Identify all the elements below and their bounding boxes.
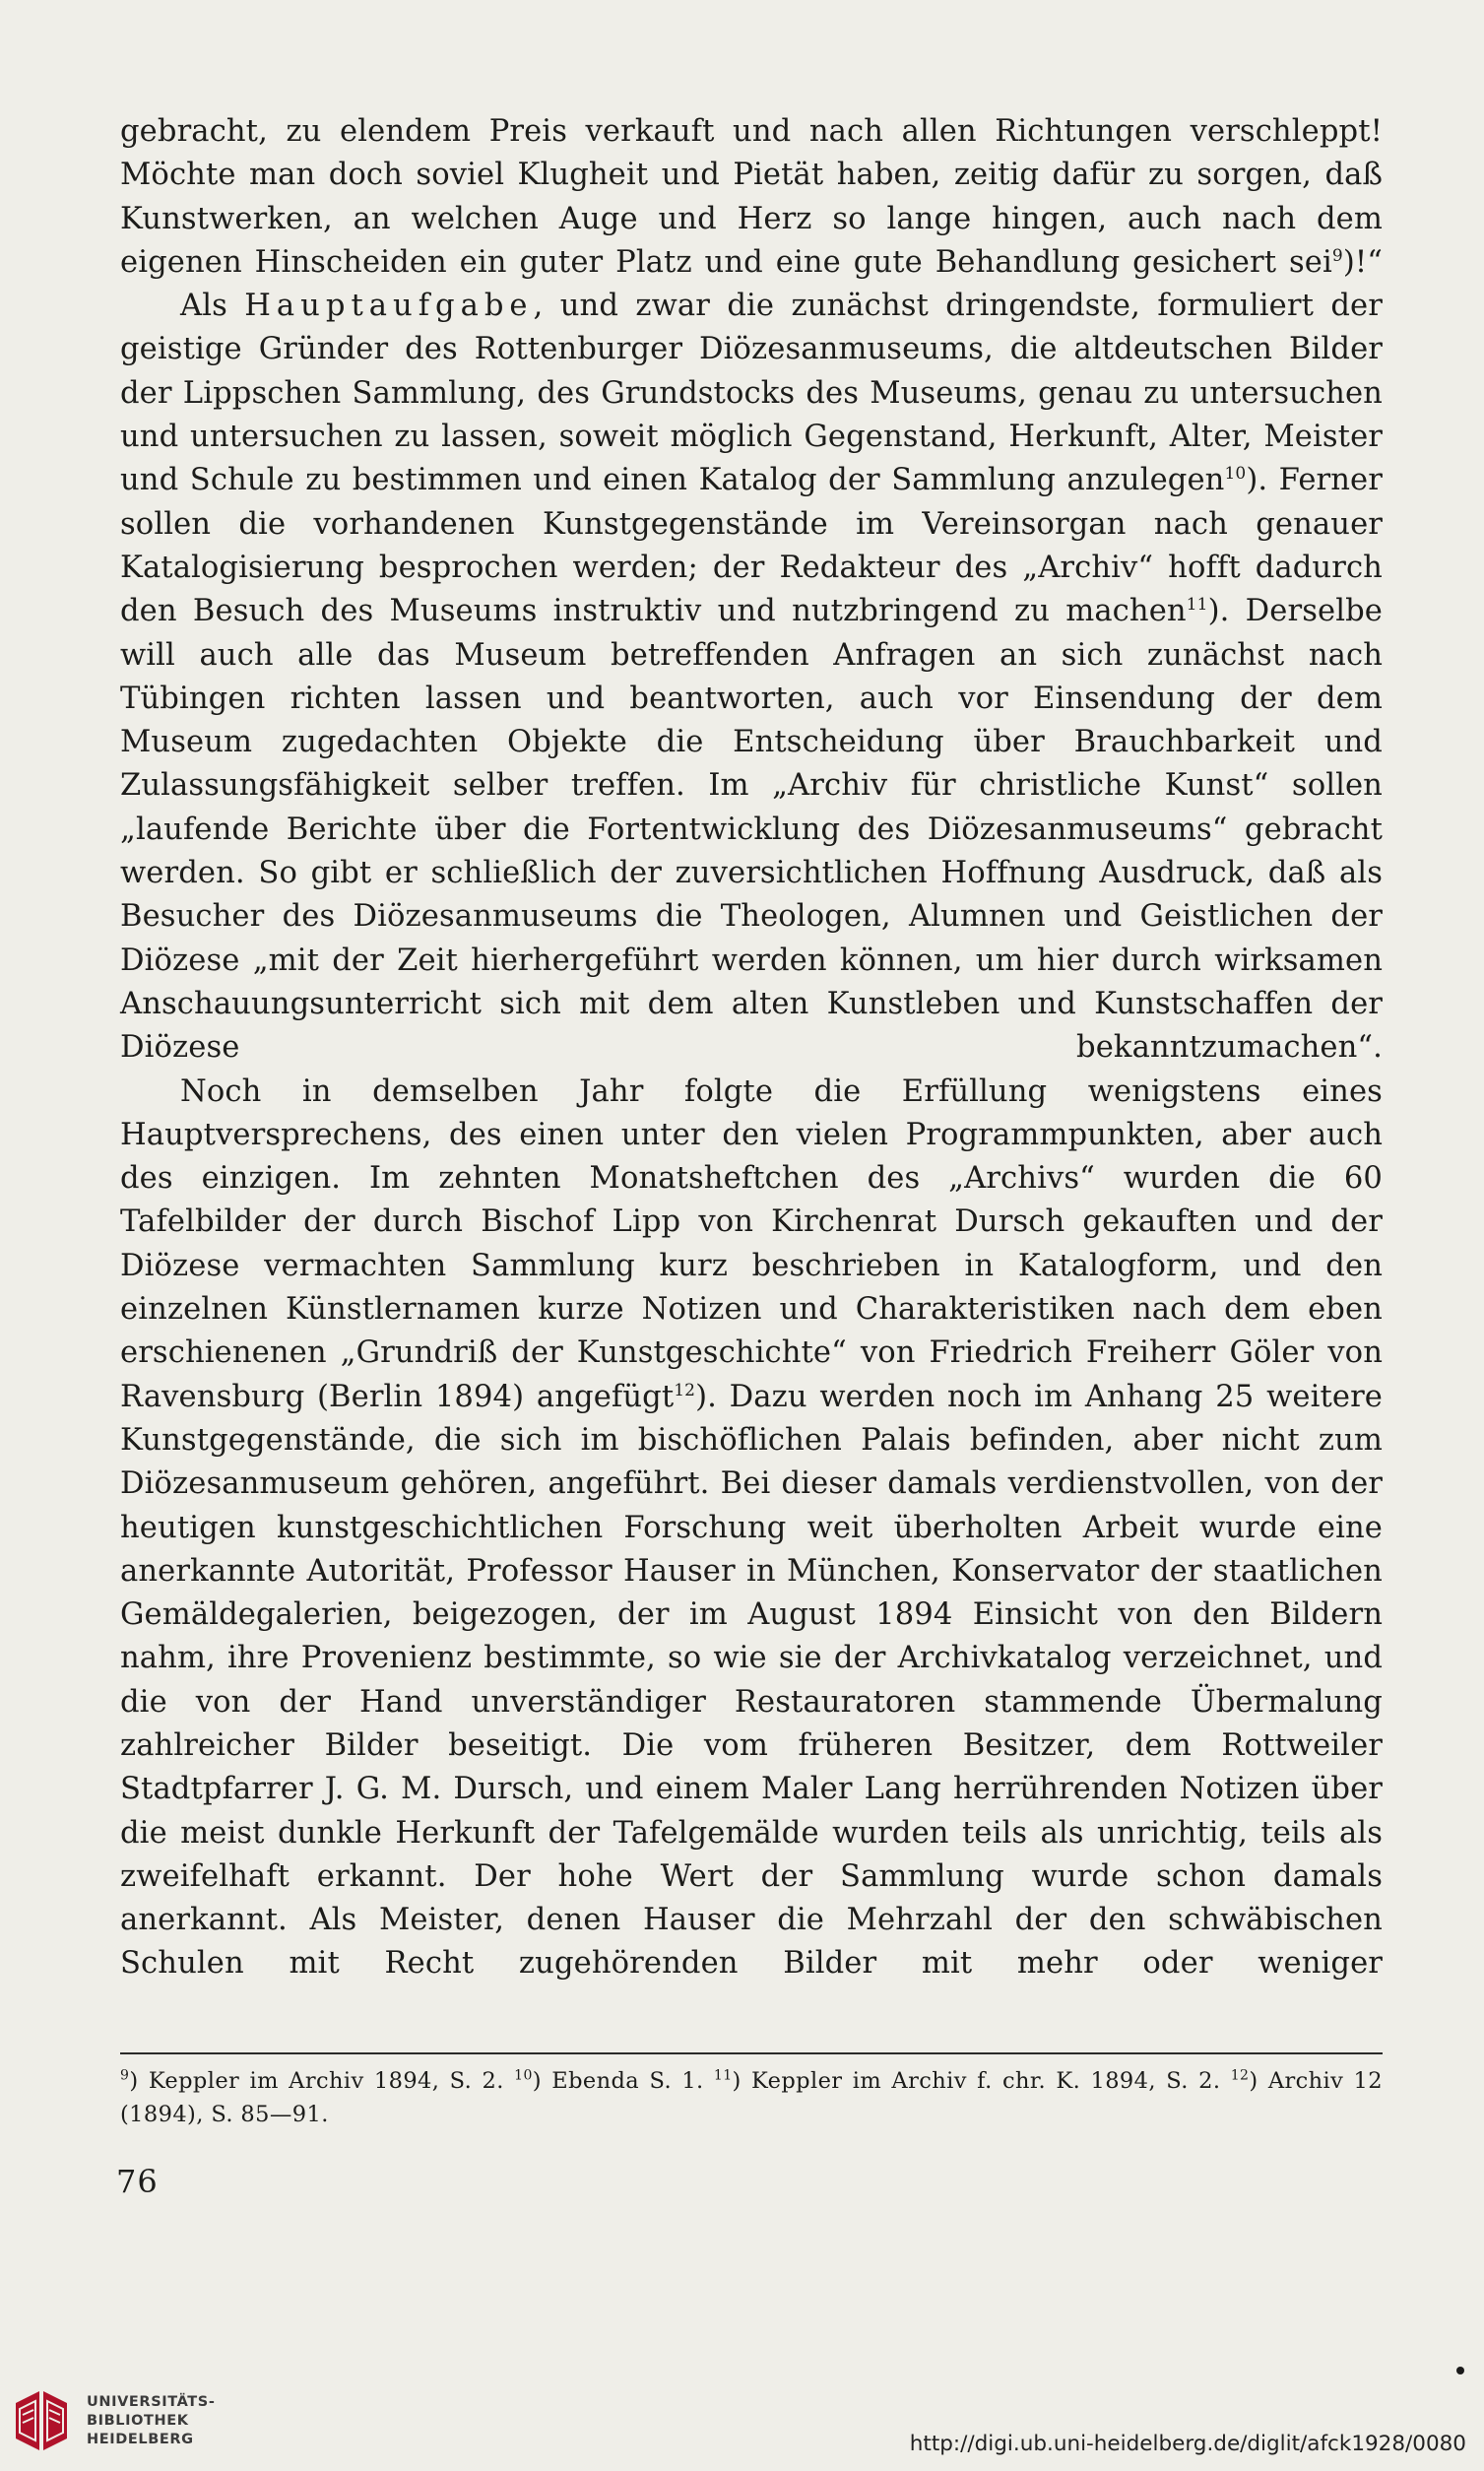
footnote-9: ) Keppler im Archiv 1894, S. 2. xyxy=(129,2068,515,2094)
library-logo[interactable] xyxy=(10,2381,226,2462)
footnote-10-number: 10 xyxy=(514,2067,533,2084)
scan-mark xyxy=(1456,2367,1464,2374)
footnote-12-number: 12 xyxy=(1230,2067,1250,2084)
page-number: 76 xyxy=(116,2163,159,2200)
footnote-ref-10: 10 xyxy=(1224,464,1247,485)
footnote-ref-9: 9 xyxy=(1331,245,1343,266)
emphasis-hauptaufgabe: Hauptaufgabe xyxy=(244,289,534,324)
paragraph-1-text: gebracht, zu elendem Preis verkauft und nach allen Richtungen verschleppt! Möchte man doch soviel Klugheit und Pietät haben, zeitig dafür zu sorgen, daß Kunstwerken, an welchen Auge und Herz so lange hingen, auch nach dem eigenen Hinscheiden ein guter Platz und eine gute Behandlung gesichert sei xyxy=(120,114,1383,280)
library-name-line-3: HEIDELBERG xyxy=(87,2432,194,2447)
library-name xyxy=(87,2393,215,2449)
footnote-12: ) Archiv 12 (1894), S. 85—91. xyxy=(120,2068,1383,2127)
paragraph-1-tail: )!“ xyxy=(1342,244,1383,280)
footnote-10: ) Ebenda S. 1. xyxy=(532,2068,714,2094)
paragraph-3-text-a: Noch in demselben Jahr folgte die Erfüllung wenigstens eines Hauptversprechens, des einen unter den vielen Programmpunkten, aber auch des einzigen. Im zehnten Monatsheftchen des „Archivs“ wurden die 60 Tafelbilder der durch Bischof Lipp von Kirchenrat Dursch gekauften und der Diözese vermachten Sammlung kurz beschrieben in Katalogform, und den einzelnen Künstlernamen kurze Notizen und Charakteristiken nach dem eben erschienenen „Grundriß der Kunstgeschichte“ von Friedrich Freiherr Göler von Ravensburg (Berlin 1894) angefügt xyxy=(120,1073,1383,1414)
paragraph-2 xyxy=(120,285,1383,1070)
paragraph-1 xyxy=(120,110,1383,285)
footnote-11: ) Keppler im Archiv f. chr. K. 1894, S. 2. xyxy=(732,2068,1231,2094)
paragraph-2-lead: Als xyxy=(180,289,245,324)
footnote-ref-11: 11 xyxy=(1186,595,1208,616)
paragraph-3 xyxy=(120,1071,1383,1986)
library-name-line-1: UNIVERSITÄTS- xyxy=(87,2394,216,2410)
footnote-9-number: 9 xyxy=(120,2067,130,2084)
paragraph-2-text-a: , und zwar die zunächst dringendste, formuliert der geistige Gründer des Rottenburger Diözesanmuseums, die altdeutschen Bilder der Lippschen Sammlung, des Grundstocks des Museums, genau zu untersuchen und untersuchen zu lassen, soweit möglich Gegenstand, Herkunft, Alter, Meister und Schule zu bestimmen und einen Katalog der Sammlung anzulegen xyxy=(120,289,1383,498)
paragraph-3-text-b: ). Dazu werden noch im Anhang 25 weitere Kunstgegenstände, die sich im bischöflichen Palais befinden, aber nicht zum Diözesanmuseum gehören, angeführt. Bei dieser damals verdienstvollen, von der heutigen kunstgeschichtlichen Forschung weit überholten Arbeit wurde eine anerkannte Autorität, Professor Hauser in München, Konservator der staatlichen Gemäldegalerien, beigezogen, der im August 1894 Einsicht von den Bildern nahm, ihre Provenienz bestimmte, so wie sie der Archivkatalog verzeichnet, und die von der Hand unverständiger Restauratoren stammende Übermalung zahlreicher Bilder beseitigt. Die vom früheren Besitzer, dem Rottweiler Stadtpfarrer J. G. M. Dursch, und einem Maler Lang herrührenden Notizen über die meist dunkle Herkunft der Tafelgemälde wurden teils als unrichtig, teils als zweifelhaft erkannt. Der hohe Wert der Sammlung wurde schon damals anerkannt. Als Meister, denen Hauser die Mehrzahl der den schwäbischen Schulen mit Recht zugehörenden Bilder mit mehr oder weniger xyxy=(120,1379,1383,1982)
library-name-line-2: BIBLIOTHEK xyxy=(87,2413,189,2429)
body-text xyxy=(120,110,1383,1986)
paragraph-2-text-b: ). Ferner sollen die vorhandenen Kunstgegenstände im Vereinsorgan nach genauer Katalogisierung besprochen werden; der Redakteur des „Archiv“ hofft dadurch den Besuch des Museums instruktiv und nutzbringend zu machen xyxy=(120,463,1383,629)
footnote-ref-12: 12 xyxy=(674,1380,696,1400)
paragraph-2-text-c: ). Derselbe will auch alle das Museum betreffenden Anfragen an sich zunächst nach Tübingen richten lassen und beantworten, auch vor Einsendung der dem Museum zugedachten Objekte die Entscheidung über Brauchbarkeit und Zulassungsfähigkeit selber treffen. Im „Archiv für christliche Kunst“ sollen „laufende Berichte über die Fortentwicklung des Diözesanmuseums“ gebracht werden. So gibt er schließlich der zuversichtlichen Hoffnung Ausdruck, daß als Besucher des Diözesanmuseums die Theologen, Alumnen und Geistlichen der Diözese „mit der Zeit hierhergeführt werden können, um hier durch wirksamen Anschauungsunterricht sich mit dem alten Kunstleben und Kunstschaffen der Diözese bekanntzumachen“. xyxy=(120,594,1383,1066)
library-logo-icon xyxy=(10,2389,73,2452)
footnote-divider xyxy=(120,2052,1383,2054)
footnotes xyxy=(120,2064,1383,2131)
source-url[interactable]: http://digi.ub.uni-heidelberg.de/diglit/afck1928/0080 xyxy=(909,2432,1466,2456)
footnote-11-number: 11 xyxy=(713,2067,733,2084)
